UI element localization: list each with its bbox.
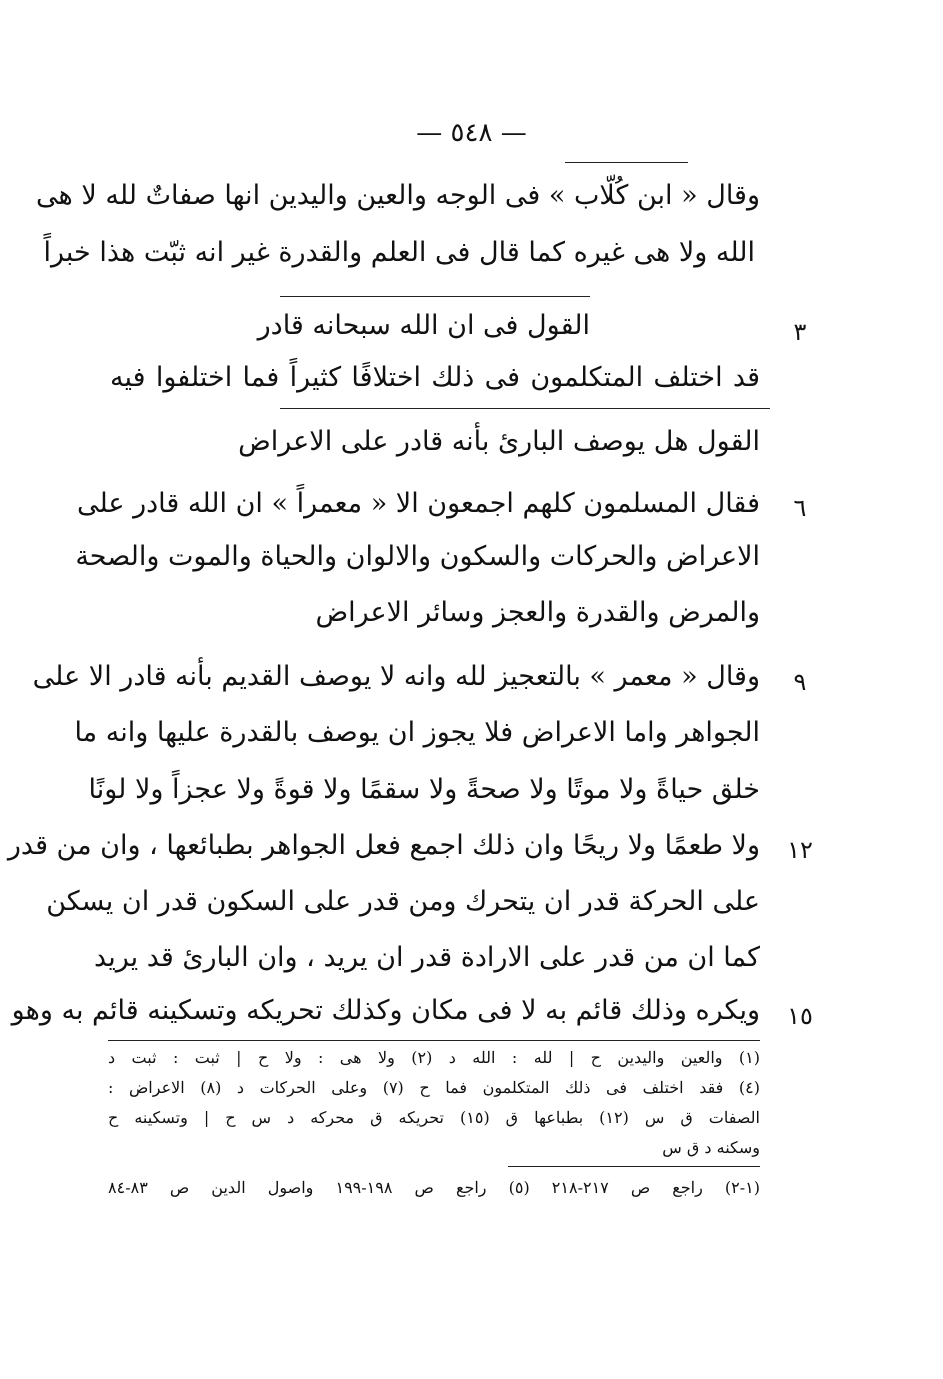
top-rule xyxy=(565,162,688,163)
body-line: الجواهر واما الاعراض فلا يجوز ان يوصف بالقدرة عليها وانه ما xyxy=(74,717,760,748)
body-line: ويكره وذلك قائم به لا فى مكان وكذلك تحريكه وتسكينه قائم به وهو xyxy=(11,995,760,1026)
body-line: خلق حياةً ولا موتًا ولا صحةً ولا سقمًا ولا قوةً ولا عجزاً ولا لونًا xyxy=(88,774,760,805)
body-line: ولا طعمًا ولا ريحًا وان ذلك اجمع فعل الجواهر بطبائعها ، وان من قدر xyxy=(7,830,760,861)
variant-note: وسكنه د ق س xyxy=(662,1138,760,1157)
line-number: ٣ xyxy=(793,318,807,346)
variant-note: (٤) فقد اختلف فى ذلك المتكلمون فما ح (٧) وعلى الحركات د (٨) الاعراض : xyxy=(108,1078,760,1097)
body-line: الاعراض والحركات والسكون والالوان والحياة والموت والصحة xyxy=(75,541,760,572)
reference-note: (١-٢) راجع ص ٢١٧-٢١٨ (٥) راجع ص ١٩٨-١٩٩ واصول الدين ص ٨٣-٨٤ xyxy=(108,1178,761,1197)
body-line: وقال « ابن كُلّاب » فى الوجه والعين واليدين انها صفاتٌ لله لا هى xyxy=(36,180,760,211)
body-line: القول هل يوصف البارئ بأنه قادر على الاعراض xyxy=(238,426,760,457)
line-number: ١٥ xyxy=(787,1002,813,1030)
variant-note: الصفات ق س (١٢) بطباعها ق (١٥) تحريكه ق محركه د س ح | وتسكينه ح xyxy=(108,1108,760,1127)
variant-note: (١) والعين واليدين ح | لله : الله د (٢) ولا هى : ولا ح | ثبت : ثبت د xyxy=(108,1048,760,1067)
body-line: والمرض والقدرة والعجز وسائر الاعراض xyxy=(315,597,760,628)
body-line: كما ان من قدر على الارادة قدر ان يريد ، وان البارئ قد يريد xyxy=(94,942,760,973)
line-number: ٩ xyxy=(793,668,807,696)
body-line: قد اختلف المتكلمون فى ذلك اختلافًا كثيراً فما اختلفوا فيه xyxy=(110,362,760,393)
body-line: فقال المسلمون كلهم اجمعون الا « معمراً » ان الله قادر على xyxy=(76,488,760,519)
section-heading: القول فى ان الله سبحانه قادر xyxy=(257,310,590,341)
footnote-rule xyxy=(108,1040,760,1041)
line-number: ١٢ xyxy=(787,836,813,864)
line-number: ٦ xyxy=(793,494,807,522)
body-line: الله ولا هى غيره كما قال فى العلم والقدرة غير انه ثبّت هذا خبراً xyxy=(43,237,755,268)
page-number: — ٥٤٨ — xyxy=(416,118,527,148)
section-rule xyxy=(280,296,590,297)
body-line: وقال « معمر » بالتعجيز لله وانه لا يوصف القديم بأنه قادر الا على xyxy=(32,661,760,692)
section-rule xyxy=(280,408,770,409)
reference-rule xyxy=(508,1166,760,1167)
body-line: على الحركة قدر ان يتحرك ومن قدر على السكون قدر ان يسكن xyxy=(46,886,760,917)
